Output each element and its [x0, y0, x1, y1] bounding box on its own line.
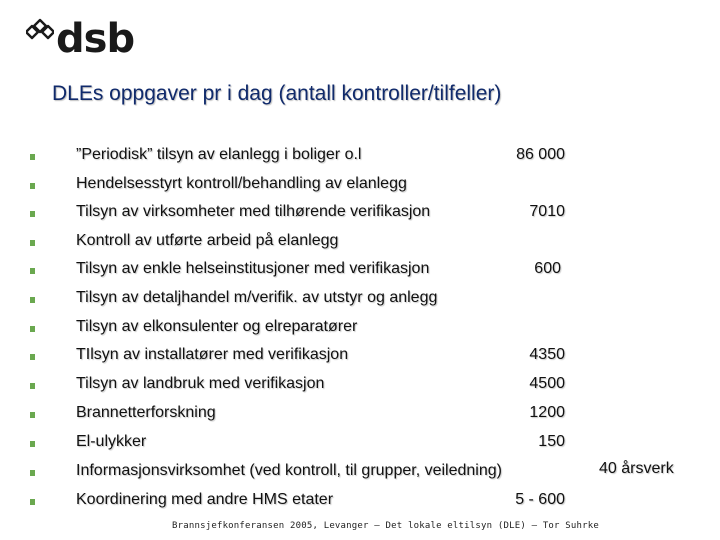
bullet-icon [30, 354, 35, 360]
list-item [0, 489, 720, 517]
item-label: Kontroll av utførte arbeid på elanlegg [76, 232, 339, 249]
list-item [0, 173, 720, 201]
list-item [0, 201, 720, 229]
item-value: 5 - 600 [515, 491, 565, 508]
list-item [0, 230, 720, 258]
item-label: Koordinering med andre HMS etater [76, 491, 334, 508]
item-label: El-ulykker [76, 433, 147, 450]
bullet-icon [30, 211, 35, 217]
bullet-icon [30, 183, 35, 189]
item-label: Tilsyn av enkle helseinstitusjoner med verifikasjon [76, 260, 430, 277]
bullet-icon [30, 470, 35, 476]
item-value: 4500 [529, 375, 565, 392]
bullet-icon [30, 499, 35, 505]
list-item [0, 431, 720, 459]
man-years-note: 40 årsverk [599, 460, 674, 477]
item-label: Brannetterforskning [76, 404, 216, 421]
bullet-icon [30, 412, 35, 418]
list-item [0, 402, 720, 430]
item-value: 1200 [529, 404, 565, 421]
list-item [0, 287, 720, 315]
bullet-icon [30, 240, 35, 246]
bullet-icon [30, 326, 35, 332]
item-label: ”Periodisk” tilsyn av elanlegg i boliger o.l [76, 146, 362, 163]
slide-title: DLEs oppgaver pr i dag (antall kontroller/tilfeller) [52, 82, 502, 105]
bullet-icon [30, 383, 35, 389]
item-label: Tilsyn av elkonsulenter og elreparatører [76, 318, 358, 335]
list-item [0, 344, 720, 372]
bullet-icon [30, 297, 35, 303]
list-item [0, 373, 720, 401]
logo-text: dsb [56, 16, 135, 62]
item-value: 600 [534, 260, 561, 277]
item-label: Informasjonsvirksomhet (ved kontroll, til grupper, veiledning) [76, 462, 502, 479]
item-label: Tilsyn av landbruk med verifikasjon [76, 375, 325, 392]
bullet-icon [30, 154, 35, 160]
item-label: Hendelsesstyrt kontroll/behandling av elanlegg [76, 175, 407, 192]
bullet-icon [30, 268, 35, 274]
item-value: 4350 [529, 346, 565, 363]
item-label: Tilsyn av detaljhandel m/verifik. av utstyr og anlegg [76, 289, 438, 306]
bullet-icon [30, 441, 35, 447]
list-item [0, 316, 720, 344]
slide-footer: Brannsjefkonferansen 2005, Levanger – Det lokale eltilsyn (DLE) – Tor Suhrke [172, 521, 600, 531]
item-value: 86 000 [516, 146, 565, 163]
list-item [0, 258, 720, 286]
item-value: 150 [538, 433, 565, 450]
item-value: 7010 [529, 203, 565, 220]
list-item [0, 144, 720, 172]
item-label: TIlsyn av installatører med verifikasjon [76, 346, 349, 363]
item-label: Tilsyn av virksomheter med tilhørende verifikasjon [76, 203, 431, 220]
